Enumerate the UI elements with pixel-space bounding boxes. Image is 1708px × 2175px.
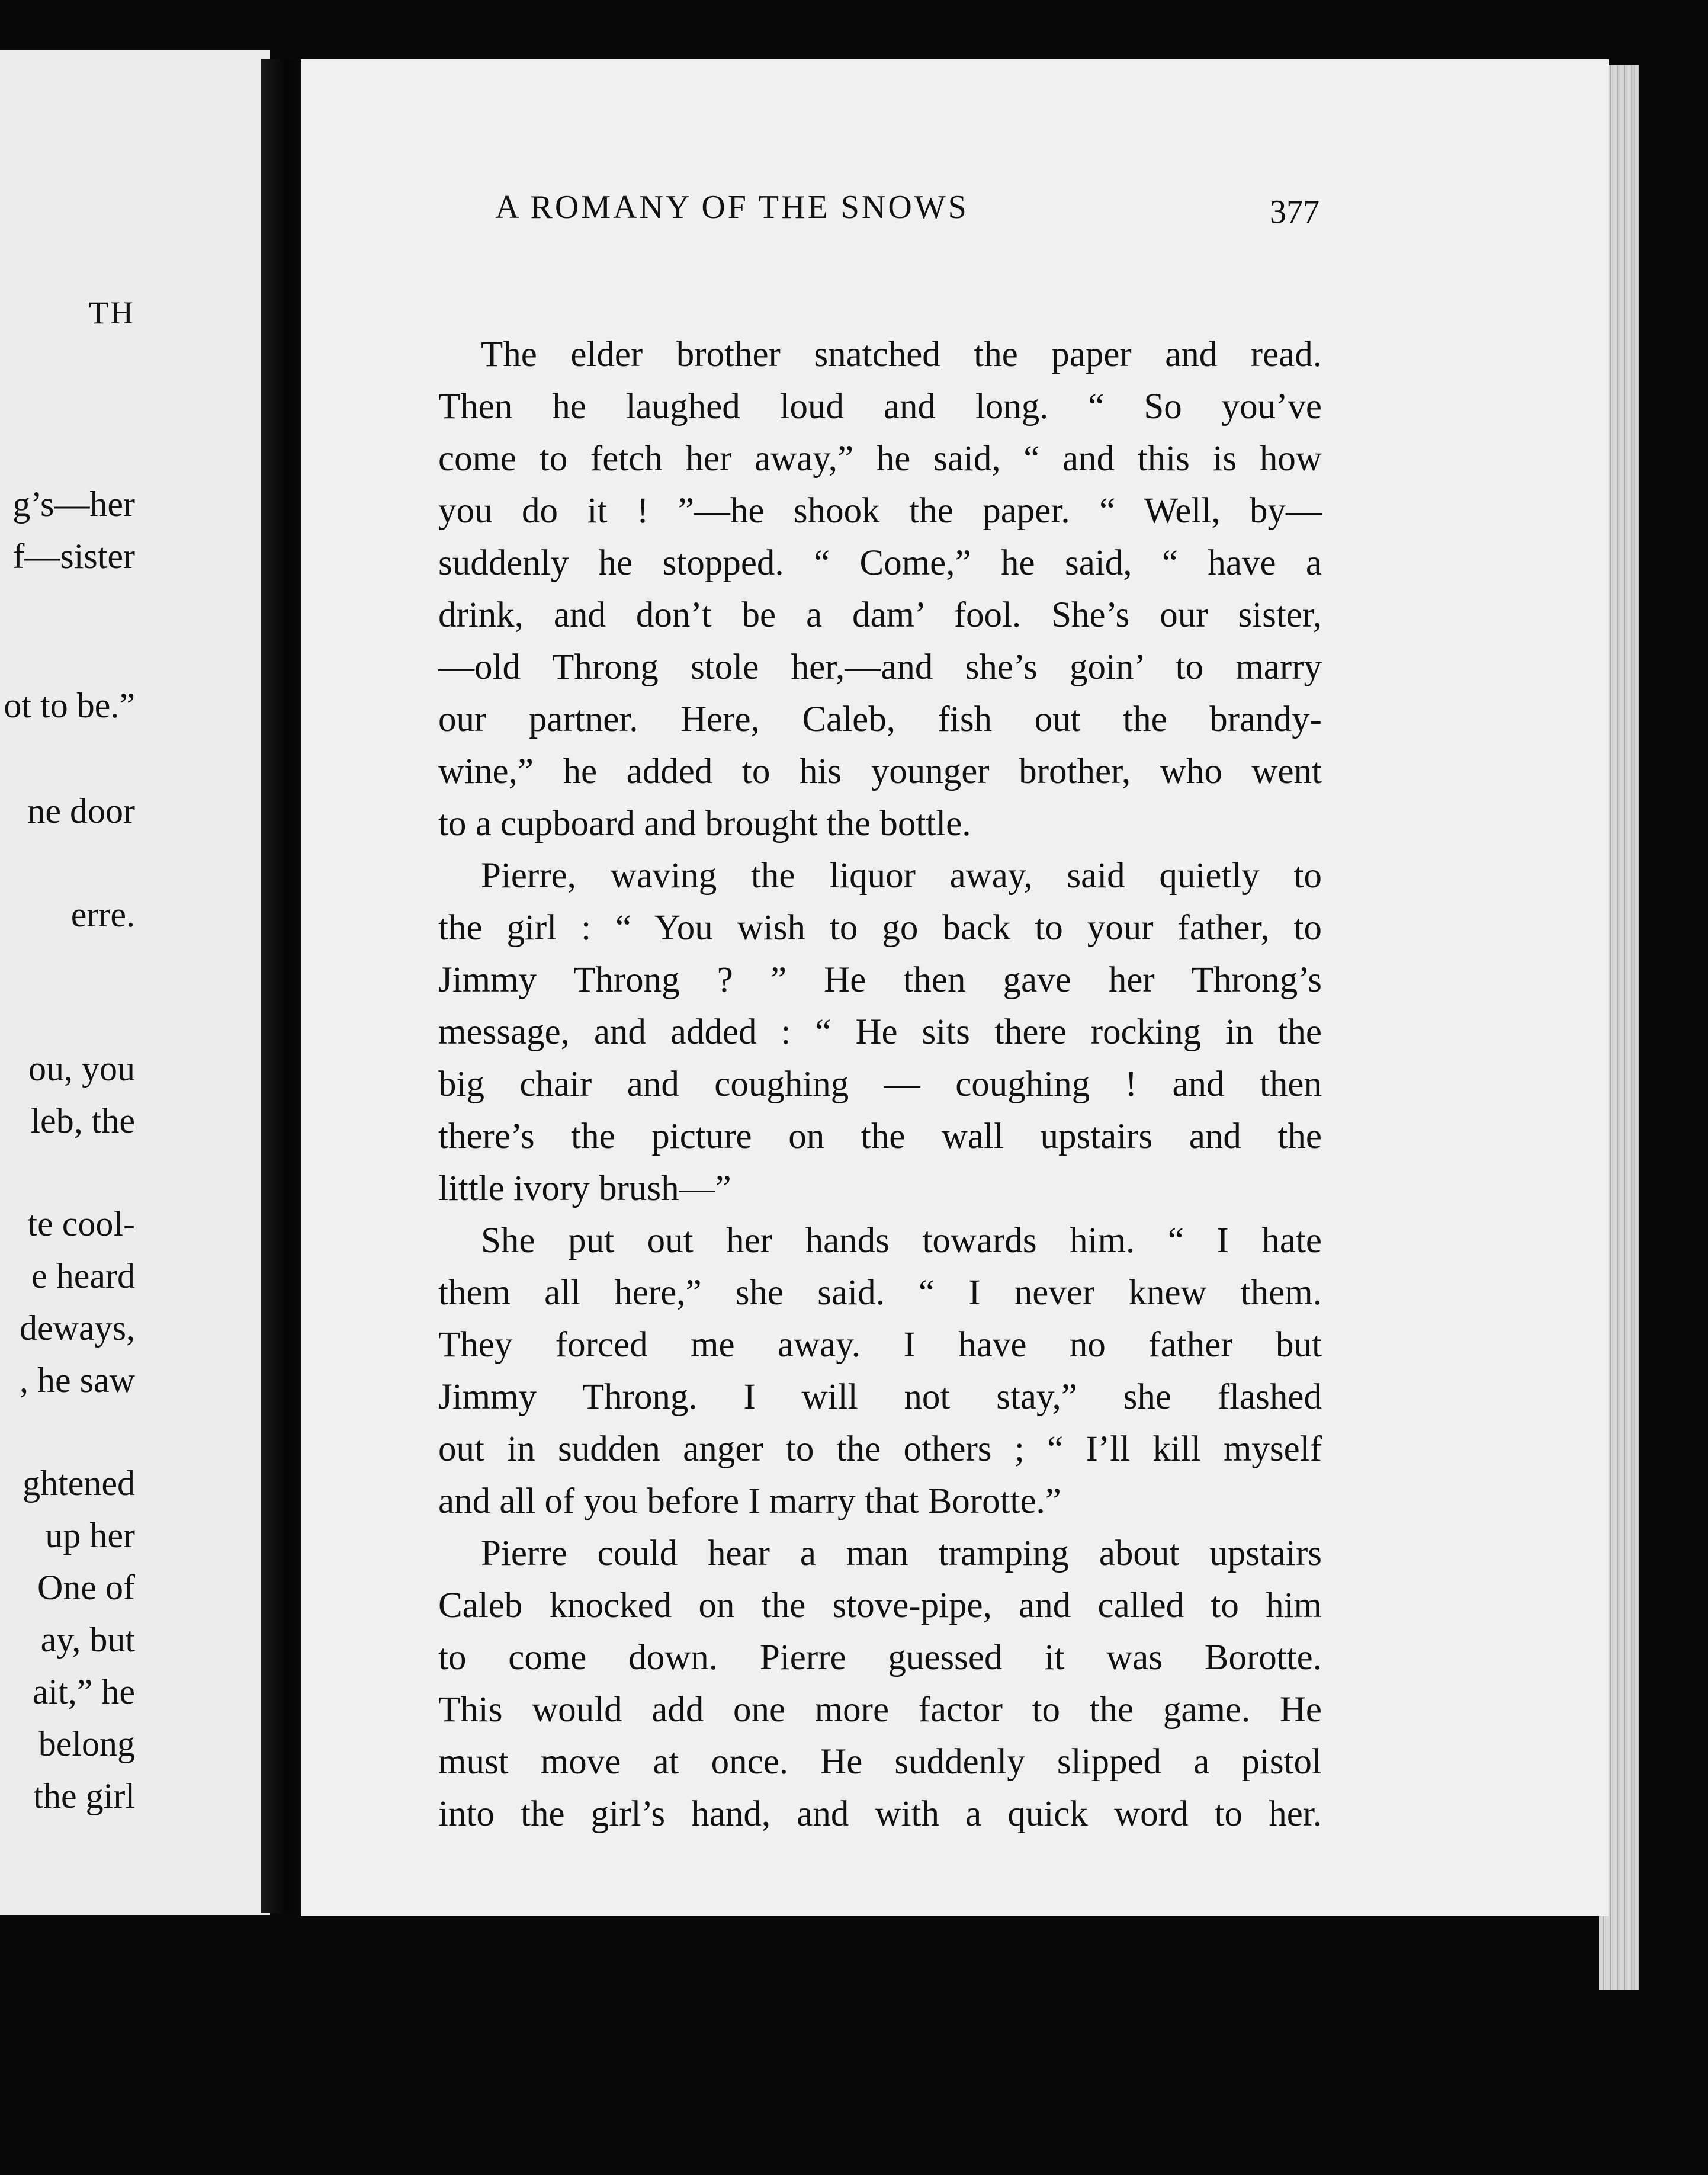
text-line: drink, and don’t be a dam’ fool. She’s our sister, [438, 595, 1322, 635]
text-line: Jimmy Throng. I will not stay,” she flashed [438, 1377, 1322, 1417]
text-line: to come down. Pierre guessed it was Borotte. [438, 1638, 1322, 1677]
left-page [0, 50, 270, 1915]
text-line: come to fetch her away,” he said, “ and this is how [438, 439, 1322, 479]
left-line-fragment: te cool- [27, 1204, 135, 1243]
running-title: A ROMANY OF THE SNOWS [495, 189, 969, 226]
text-line: Pierre, waving the liquor away, said quietly to [481, 856, 1322, 896]
left-line-fragment: One of [37, 1568, 135, 1607]
left-line-fragment: ait,” he [32, 1672, 135, 1711]
left-line-fragment: e heard [31, 1256, 135, 1295]
text-line: They forced me away. I have no father but [438, 1325, 1322, 1365]
text-line: She put out her hands towards him. “ I hate [481, 1221, 1322, 1260]
page-number: 377 [1270, 194, 1319, 230]
text-line: you do it ! ”—he shook the paper. “ Well, by— [438, 491, 1322, 531]
left-line-fragment: erre. [70, 895, 135, 934]
text-line: to a cupboard and brought the bottle. [438, 804, 971, 843]
text-line: Pierre could hear a man tramping about upstairs [481, 1534, 1322, 1573]
text-line: them all here,” she said. “ I never knew them. [438, 1273, 1322, 1313]
text-line: Jimmy Throng ? ” He then gave her Throng’s [438, 960, 1322, 1000]
text-line: out in sudden anger to the others ; “ I’ll kill myself [438, 1429, 1322, 1469]
left-line-fragment: ot to be.” [4, 686, 135, 725]
body-text [438, 329, 1322, 1840]
left-line-fragment: f—sister [12, 537, 135, 576]
left-line-fragment: ne door [27, 791, 135, 830]
text-line: Then he laughed loud and long. “ So you’ve [438, 387, 1322, 426]
left-line-fragment: ay, but [40, 1620, 135, 1659]
text-line: This would add one more factor to the game. He [438, 1690, 1322, 1730]
text-line: The elder brother snatched the paper and read. [481, 335, 1322, 374]
text-line: our partner. Here, Caleb, fish out the brandy- [438, 700, 1322, 739]
left-line-fragment: ou, you [28, 1049, 135, 1088]
left-line-fragment: ghtened [23, 1464, 135, 1503]
text-line: Caleb knocked on the stove-pipe, and called to him [438, 1586, 1322, 1625]
left-line-fragment: g’s—her [12, 485, 135, 524]
text-line: —old Throng stole her,—and she’s goin’ to marry [438, 647, 1322, 687]
left-running-head-fragment: TH [89, 295, 135, 331]
text-line: into the girl’s hand, and with a quick word to her. [438, 1794, 1322, 1834]
text-line: must move at once. He suddenly slipped a pistol [438, 1742, 1322, 1782]
text-line: little ivory brush—” [438, 1169, 731, 1208]
left-line-fragment: leb, the [30, 1101, 135, 1140]
left-line-fragment: up her [45, 1516, 135, 1555]
left-line-fragment: , he saw [20, 1361, 135, 1400]
text-line: big chair and coughing — coughing ! and then [438, 1064, 1322, 1104]
left-line-fragment: deways, [20, 1308, 135, 1348]
text-line: and all of you before I marry that Borotte.” [438, 1481, 1061, 1521]
left-line-fragment: belong [38, 1724, 135, 1763]
running-head [294, 188, 1319, 236]
text-line: the girl : “ You wish to go back to your father, to [438, 908, 1322, 948]
text-line: wine,” he added to his younger brother, who went [438, 752, 1322, 791]
text-line: there’s the picture on the wall upstairs and the [438, 1117, 1322, 1156]
gutter-shadow [261, 59, 305, 1913]
text-line: message, and added : “ He sits there rocking in the [438, 1012, 1322, 1052]
text-line: suddenly he stopped. “ Come,” he said, “ have a [438, 543, 1322, 583]
left-line-fragment: the girl [33, 1776, 135, 1815]
